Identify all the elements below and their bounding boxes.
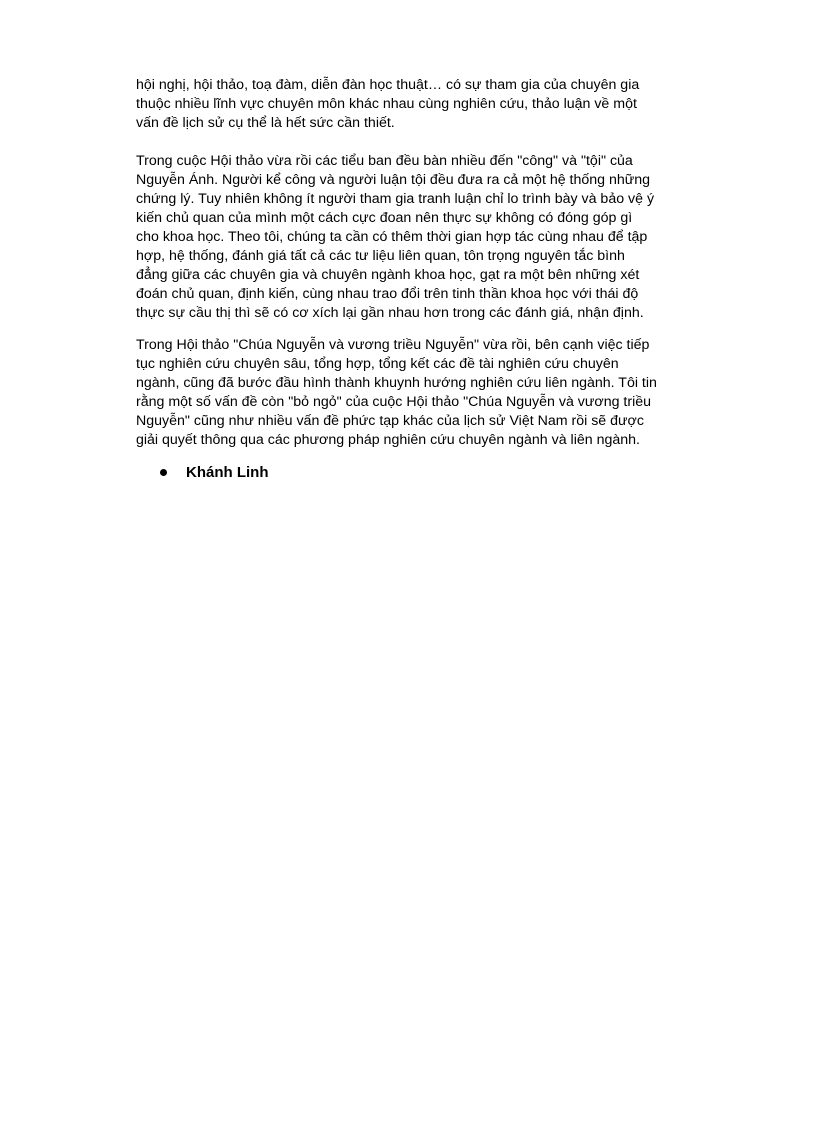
text-line: cho khoa học. Theo tôi, chúng ta cần có thêm thời gian hợp tác cùng nhau để tập: [136, 229, 648, 245]
text-line: Nguyễn" cũng như nhiều vấn đề phức tạp khác của lịch sử Việt Nam rồi sẽ được: [136, 413, 644, 429]
text-line: thuộc nhiều lĩnh vực chuyên môn khác nhau cùng nghiên cứu, thảo luận về một: [136, 96, 637, 112]
text-line: ngành, cũng đã bước đầu hình thành khuynh hướng nghiên cứu liên ngành. Tôi tin: [136, 375, 657, 391]
text-line: đẳng giữa các chuyên gia và chuyên ngành khoa học, gạt ra một bên những xét: [136, 267, 640, 283]
author-signature: [160, 463, 269, 483]
text-line: kiến chủ quan của mình một cách cực đoan nên thực sự không có đóng góp gì: [136, 210, 633, 226]
text-line: Trong Hội thảo "Chúa Nguyễn và vương triều Nguyễn" vừa rồi, bên cạnh việc tiếp: [136, 337, 650, 353]
text-line: hội nghị, hội thảo, toạ đàm, diễn đàn học thuật… có sự tham gia của chuyên gia: [136, 77, 640, 93]
text-line: giải quyết thông qua các phương pháp nghiên cứu chuyên ngành và liên ngành.: [136, 432, 640, 448]
text-line: tục nghiên cứu chuyên sâu, tổng hợp, tổng kết các đề tài nghiên cứu chuyên: [136, 356, 619, 372]
author-name: Khánh Linh: [186, 464, 269, 481]
paragraph-2: [136, 152, 736, 323]
text-line: rằng một số vấn đề còn "bỏ ngỏ" của cuộc Hội thảo "Chúa Nguyễn và vương triều: [136, 394, 652, 410]
text-line: vấn đề lịch sử cụ thể là hết sức cần thiết.: [136, 115, 395, 131]
text-line: Trong cuộc Hội thảo vừa rồi các tiểu ban đều bàn nhiều đến "công" và "tội" của: [136, 153, 633, 169]
paragraph-3: [136, 336, 736, 450]
text-line: Nguyễn Ánh. Người kể công và người luận tội đều đưa ra cả một hệ thống những: [136, 172, 651, 188]
bullet-icon: [160, 469, 167, 476]
paragraph-1: [136, 76, 736, 133]
text-line: đoán chủ quan, định kiến, cùng nhau trao đổi trên tinh thần khoa học với thái độ: [136, 286, 639, 302]
text-line: chứng lý. Tuy nhiên không ít người tham gia tranh luận chỉ lo trình bày và bảo vệ ý: [136, 191, 655, 207]
text-line: hợp, hệ thống, đánh giá tất cả các tư liệu liên quan, tôn trọng nguyên tắc bình: [136, 248, 625, 264]
text-line: thực sự cầu thị thì sẽ có cơ xích lại gần nhau hơn trong các đánh giá, nhận định.: [136, 305, 644, 321]
